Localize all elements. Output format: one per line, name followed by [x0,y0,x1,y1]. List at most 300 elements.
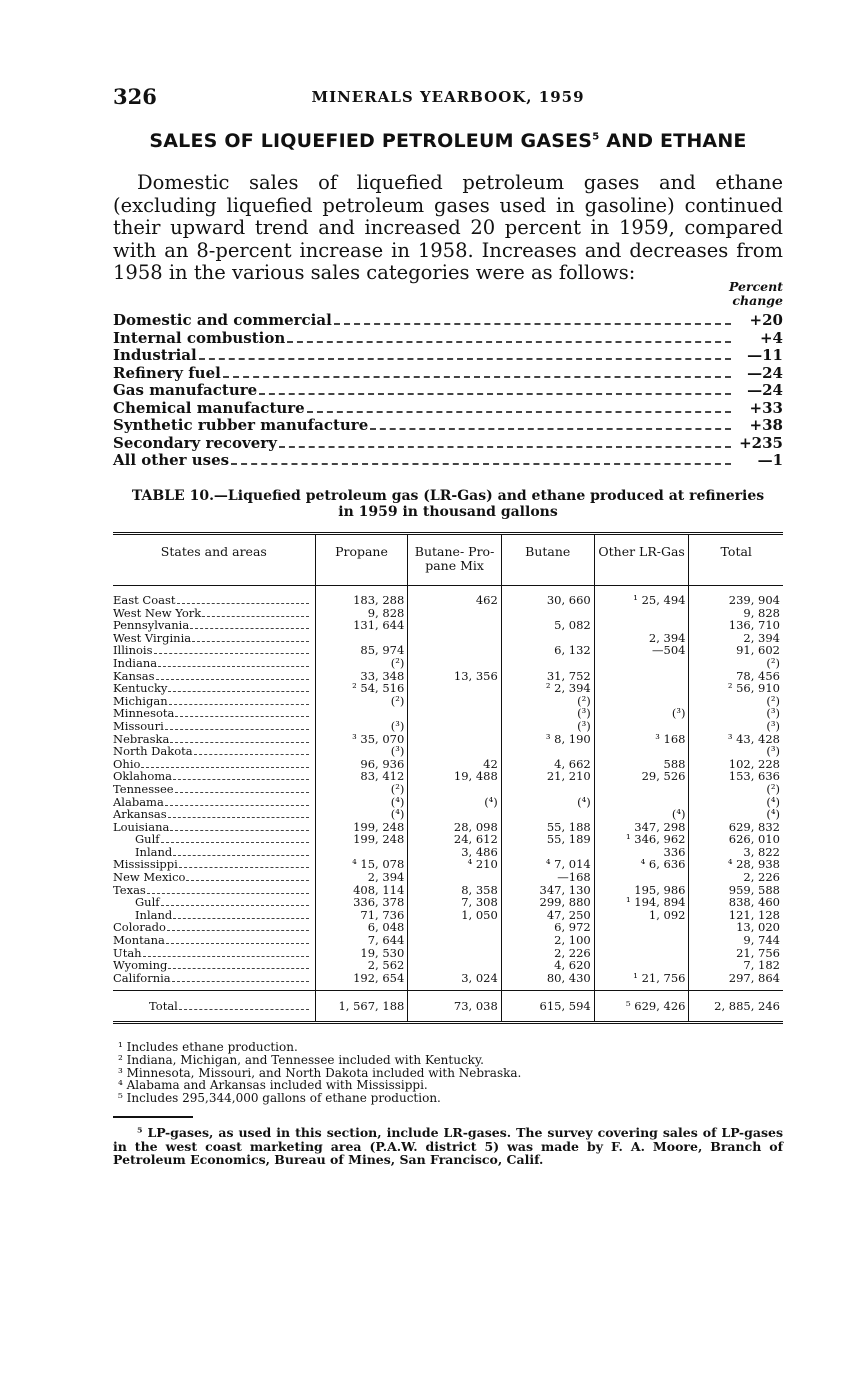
area-name: Missouri [113,718,164,733]
total-cell: 615, 594 [501,991,594,1023]
table-cell [594,619,689,632]
table-row [113,733,783,746]
table-cell: 8, 358 [408,884,501,897]
table-cell: 31, 752 [501,670,594,683]
table-cell: (⁴) [315,808,408,821]
table-cell [594,670,689,683]
leader-dots [165,729,309,730]
footnote-rule [113,1116,193,1118]
table-cell: 55, 189 [501,833,594,846]
table-header-row [113,534,783,586]
table-cell [501,657,594,670]
table-cell [408,707,501,720]
table-cell [594,921,689,934]
table-cell: ¹ 25, 494 [594,586,689,607]
table-cell [594,657,689,670]
column-header-butane: Butane [501,534,594,586]
table-cell: 462 [408,586,501,607]
table-cell: 408, 114 [315,884,408,897]
table-cell: (³) [315,745,408,758]
table-cell: (³) [689,707,783,720]
leader-dots [169,704,309,705]
percent-change-value: +38 [749,416,783,434]
total-cell: ⁵ 629, 426 [594,991,689,1023]
leader-dots [179,1009,309,1010]
table-cell: 42 [408,758,501,771]
table-cell: 13, 020 [689,921,783,934]
table-cell: 2, 100 [501,934,594,947]
area-name: Louisiana [113,819,170,834]
column-header-butane-propane-mix: Butane- Pro-pane Mix [408,534,501,586]
leader-dots [166,943,309,944]
area-name: Texas [113,882,146,897]
sales-category-label: Internal combustion [113,328,286,347]
table-cell: 19, 530 [315,947,408,960]
leader-dots [161,905,309,906]
area-name: West New York [113,605,202,620]
table-total-row [113,991,783,1023]
leader-dots [170,742,308,743]
total-cell: 2, 885, 246 [689,991,783,1023]
table-cell: (⁴) [501,796,594,809]
table-footnotes [118,1041,521,1105]
area-name: Minnesota [113,706,175,721]
table-row [113,934,783,947]
table-row [113,607,783,620]
table-cell: (²) [689,695,783,708]
leader-dots [165,805,309,806]
table-row [113,644,783,657]
table-cell: 183, 288 [315,586,408,607]
table-cell: 1, 092 [594,909,689,922]
table-cell: 131, 644 [315,619,408,632]
area-name: Inland [135,844,173,859]
area-name: Utah [113,945,142,960]
table-cell: 24, 612 [408,833,501,846]
leader-dots [161,842,309,843]
table-cell: (³) [689,745,783,758]
table-cell: (⁴) [689,808,783,821]
table-cell: 102, 228 [689,758,783,771]
table-row [113,707,783,720]
sales-category-label: Chemical manufacture [113,398,305,417]
table-cell: 13, 356 [408,670,501,683]
percent-change-value: —1 [757,451,783,469]
table-row [113,770,783,783]
percent-change-header-line1: Percent [728,279,783,294]
footnote: ¹ Includes ethane production. [118,1040,298,1054]
table-caption-line2: in 1959 in thousand gallons [338,504,558,520]
table-cell [408,607,501,620]
footnote: ³ Minnesota, Missouri, and North Dakota included with Nebraska. [118,1065,522,1080]
area-name: Wyoming [113,958,168,973]
table-cell: ⁴ 6, 636 [594,858,689,871]
leader-dots [170,830,308,831]
table-row [113,833,783,846]
area-name: North Dakota [113,744,193,759]
table-cell: ¹ 21, 756 [594,972,689,991]
table-cell: 7, 308 [408,896,501,909]
sales-category-row [113,329,783,347]
sales-category-row [113,451,783,469]
running-title: MINERALS YEARBOOK, 1959 [311,88,585,106]
leader-dots [199,358,731,360]
table-cell: 80, 430 [501,972,594,991]
table-cell: 3, 486 [408,846,501,859]
table-cell: 71, 736 [315,909,408,922]
table-row [113,783,783,796]
table-row [113,972,783,991]
sales-category-list [113,311,783,469]
table-row [113,921,783,934]
table-cell: (⁴) [315,796,408,809]
area-name: Michigan [113,693,168,708]
table-cell: ³ 43, 428 [689,733,783,746]
leader-dots [154,653,309,654]
area-name: Pennsylvania [113,618,190,633]
leader-dots [143,956,309,957]
table-row [113,808,783,821]
table-cell: (³) [315,720,408,733]
table-cell: —168 [501,871,594,884]
leader-dots [173,855,308,856]
table-cell: ⁴ 15, 078 [315,858,408,871]
table-cell: 96, 936 [315,758,408,771]
table-cell: ⁴ 28, 938 [689,858,783,871]
area-name: California [113,970,171,985]
leader-dots [172,981,309,982]
table-cell: 588 [594,758,689,771]
table-cell: 838, 460 [689,896,783,909]
sales-category-label: Industrial [113,346,197,364]
table-cell: 5, 082 [501,619,594,632]
table-row [113,619,783,632]
sales-category-label: Gas manufacture [113,381,258,399]
area-name: Arkansas [113,807,167,822]
sales-category-row [113,311,783,329]
table-cell: 7, 644 [315,934,408,947]
column-header-total: Total [689,534,783,586]
table-cell: (²) [689,783,783,796]
section-title [113,130,783,152]
table-cell: 47, 250 [501,909,594,922]
footnote: ⁵ Includes 295,344,000 gallons of ethane production. [118,1091,441,1106]
area-name: Illinois [113,643,153,658]
leader-dots [370,428,731,430]
leader-dots [279,446,731,448]
table-cell: 336, 378 [315,896,408,909]
table-cell [408,695,501,708]
table-cell: (³) [501,720,594,733]
section-title-text: SALES OF LIQUEFIED PETROLEUM GASES [149,130,593,152]
table-row [113,657,783,670]
table-cell [501,783,594,796]
table-cell [408,783,501,796]
leader-dots [194,754,309,755]
sales-category-label: Synthetic rubber manufacture [113,416,369,434]
table-cell: 199, 248 [315,833,408,846]
table-cell: 2, 226 [689,871,783,884]
area-name: Indiana [113,655,158,670]
total-cell: 73, 038 [408,991,501,1023]
area-name: Ohio [113,756,141,771]
table-row [113,896,783,909]
table-row [113,858,783,871]
table-cell: (²) [315,783,408,796]
leader-dots [175,792,309,793]
table-cell: ³ 8, 190 [501,733,594,746]
leader-dots [167,930,309,931]
table-row [113,745,783,758]
area-name: Mississippi [113,857,178,872]
leader-dots [173,779,309,780]
table-cell [408,720,501,733]
section-footnote: ⁵ LP-gases, as used in this section, include LR-gases. The survey covering sales of LP-gases in the west coast marketing area (P.A.W. district 5) was made by F. A. Moore, Branch of Petroleum Economics, Bureau of Mines, San Francisco, Calif. [113,1125,783,1167]
area-name: Gulf [135,895,160,910]
table-cell [408,921,501,934]
table-cell [501,745,594,758]
page-header [113,84,783,110]
table-cell: (²) [689,657,783,670]
leader-dots [223,376,731,378]
table-cell [408,657,501,670]
percent-change-value: +33 [749,398,783,417]
table-cell [594,959,689,972]
table-cell [408,644,501,657]
area-name: Kansas [113,668,155,683]
sales-category-label: All other uses [113,451,230,469]
area-name: Tennessee [113,781,174,796]
table-cell: 4, 662 [501,758,594,771]
table-cell [594,720,689,733]
sales-category-row [113,416,783,434]
table-cell [594,934,689,947]
total-label: Total [149,999,178,1014]
percent-change-header-line2: change [732,293,783,308]
table-row [113,871,783,884]
table-cell: 2, 394 [594,632,689,645]
table-cell: (⁴) [594,808,689,821]
table-cell [408,745,501,758]
table-cell: 33, 348 [315,670,408,683]
table-cell: ⁴ 7, 014 [501,858,594,871]
leader-dots [202,616,308,617]
area-name: West Virginia [113,630,192,645]
table-cell: 347, 298 [594,821,689,834]
leader-dots [179,867,309,868]
table-cell [594,607,689,620]
table-cell: 9, 744 [689,934,783,947]
production-table [113,532,783,1024]
table-cell [408,934,501,947]
table-cell: 29, 526 [594,770,689,783]
table-row [113,670,783,683]
percent-change-value: +20 [749,311,783,329]
area-name: Montana [113,933,165,948]
leader-dots [192,641,309,642]
column-header-area: States and areas [113,534,315,586]
table-cell: (²) [315,657,408,670]
leader-dots [168,968,308,969]
footnote: ⁴ Alabama and Arkansas included with Mississippi. [118,1078,428,1093]
table-cell: 9, 828 [315,607,408,620]
table-cell: 55, 188 [501,821,594,834]
percent-change-value: +235 [739,433,783,452]
table-cell: 297, 864 [689,972,783,991]
leader-dots [177,603,309,604]
table-cell: 3, 822 [689,846,783,859]
sales-category-row [113,399,783,417]
sales-category-row [113,364,783,382]
table-cell [594,871,689,884]
area-name: Alabama [113,794,164,809]
sales-category-row [113,434,783,452]
leader-dots [334,323,731,325]
table-cell: —504 [594,644,689,657]
table-caption-line1: TABLE 10.—Liquefied petroleum gas (LR-Gas) and ethane produced at refineries [131,488,765,504]
leader-dots [141,767,308,768]
table-cell: 6, 132 [501,644,594,657]
sales-category-row [113,346,783,364]
table-cell: 121, 128 [689,909,783,922]
table-cell: 6, 972 [501,921,594,934]
table-cell [408,808,501,821]
leader-dots [156,679,309,680]
table-cell [408,947,501,960]
table-cell: 136, 710 [689,619,783,632]
table-cell: (³) [501,707,594,720]
table-row [113,720,783,733]
area-name: Colorado [113,920,166,935]
table-cell: (³) [689,720,783,733]
table-cell: 3, 024 [408,972,501,991]
leader-dots [147,893,309,894]
table-cell: ² 2, 394 [501,682,594,695]
percent-change-value: +4 [759,328,783,347]
table-cell: 85, 974 [315,644,408,657]
table-cell [408,733,501,746]
table-cell: 9, 828 [689,607,783,620]
table-cell: ² 54, 516 [315,682,408,695]
table-cell: 30, 660 [501,586,594,607]
table-cell: 239, 904 [689,586,783,607]
table-row [113,586,783,607]
table-cell: (²) [315,695,408,708]
table-cell: 959, 588 [689,884,783,897]
table-cell: 83, 412 [315,770,408,783]
section-title-ref: 5 [592,131,600,143]
table-cell: ⁴ 210 [408,858,501,871]
leader-dots [175,716,308,717]
area-name: New Mexico [113,870,186,885]
table-cell: 195, 986 [594,884,689,897]
table-cell: 1, 050 [408,909,501,922]
leader-dots [158,666,309,667]
total-cell: 1, 567, 188 [315,991,408,1023]
column-header-other-lr-gas: Other LR-Gas [594,534,689,586]
table-cell [594,745,689,758]
table-row [113,682,783,695]
table-cell [408,682,501,695]
leader-dots [186,880,308,881]
percent-change-header [700,280,783,308]
sales-category-row [113,381,783,399]
table-cell: 153, 636 [689,770,783,783]
table-row [113,959,783,972]
section-title-tail: AND ETHANE [606,130,747,152]
table-cell: (⁴) [408,796,501,809]
table-cell: 4, 620 [501,959,594,972]
leader-dots [168,691,308,692]
table-cell [594,682,689,695]
footnote: ² Indiana, Michigan, and Tennessee included with Kentucky. [118,1052,484,1067]
table-body [113,586,783,1023]
table-cell: 28, 098 [408,821,501,834]
table-cell: 21, 210 [501,770,594,783]
table-cell: 6, 048 [315,921,408,934]
table-cell [408,619,501,632]
table-cell: 299, 880 [501,896,594,909]
table-cell: ² 56, 910 [689,682,783,695]
table-cell: 2, 394 [689,632,783,645]
table-cell: 78, 456 [689,670,783,683]
table-cell [594,783,689,796]
leader-dots [287,341,731,343]
leader-dots [307,411,731,413]
table-row [113,947,783,960]
table-cell [408,959,501,972]
page-number: 326 [113,84,157,109]
table-cell [408,871,501,884]
percent-change-value: —11 [747,346,783,364]
area-name: Nebraska [113,731,170,746]
table-cell: 7, 182 [689,959,783,972]
column-header-propane: Propane [315,534,408,586]
leader-dots [231,463,731,465]
table-cell: ¹ 194, 894 [594,896,689,909]
leader-dots [190,628,308,629]
leader-dots [168,817,309,818]
table-cell: (⁴) [689,796,783,809]
area-name: Oklahoma [113,769,173,784]
table-cell [408,632,501,645]
table-cell: 2, 562 [315,959,408,972]
table-cell: 21, 756 [689,947,783,960]
percent-change-value: —24 [747,381,783,399]
sales-category-label: Secondary recovery [113,433,277,452]
table-caption [113,488,783,520]
sales-category-label: Domestic and commercial [113,311,332,329]
table-cell [594,947,689,960]
table-cell: 91, 602 [689,644,783,657]
table-cell: ³ 35, 070 [315,733,408,746]
table-cell: 192, 654 [315,972,408,991]
table-cell: (²) [501,695,594,708]
table-cell [501,808,594,821]
table-row [113,909,783,922]
table-cell: 199, 248 [315,821,408,834]
table-cell: 347, 130 [501,884,594,897]
table-cell: ³ 168 [594,733,689,746]
table-cell: 629, 832 [689,821,783,834]
leader-dots [259,393,731,395]
area-name: Inland [135,907,173,922]
intro-paragraph: Domestic sales of liquefied petroleum gases and ethane (excluding liquefied petroleum gases used in gasoline) continued their upward trend and increased 20 percent in 1959, compared with an 8-percent increase in 1958. Increases and decreases from 1958 in the various sales categories were as follows: [113,171,783,284]
table-cell: ¹ 346, 962 [594,833,689,846]
table-cell: 626, 010 [689,833,783,846]
table-cell: (³) [594,707,689,720]
percent-change-value: —24 [747,363,783,382]
